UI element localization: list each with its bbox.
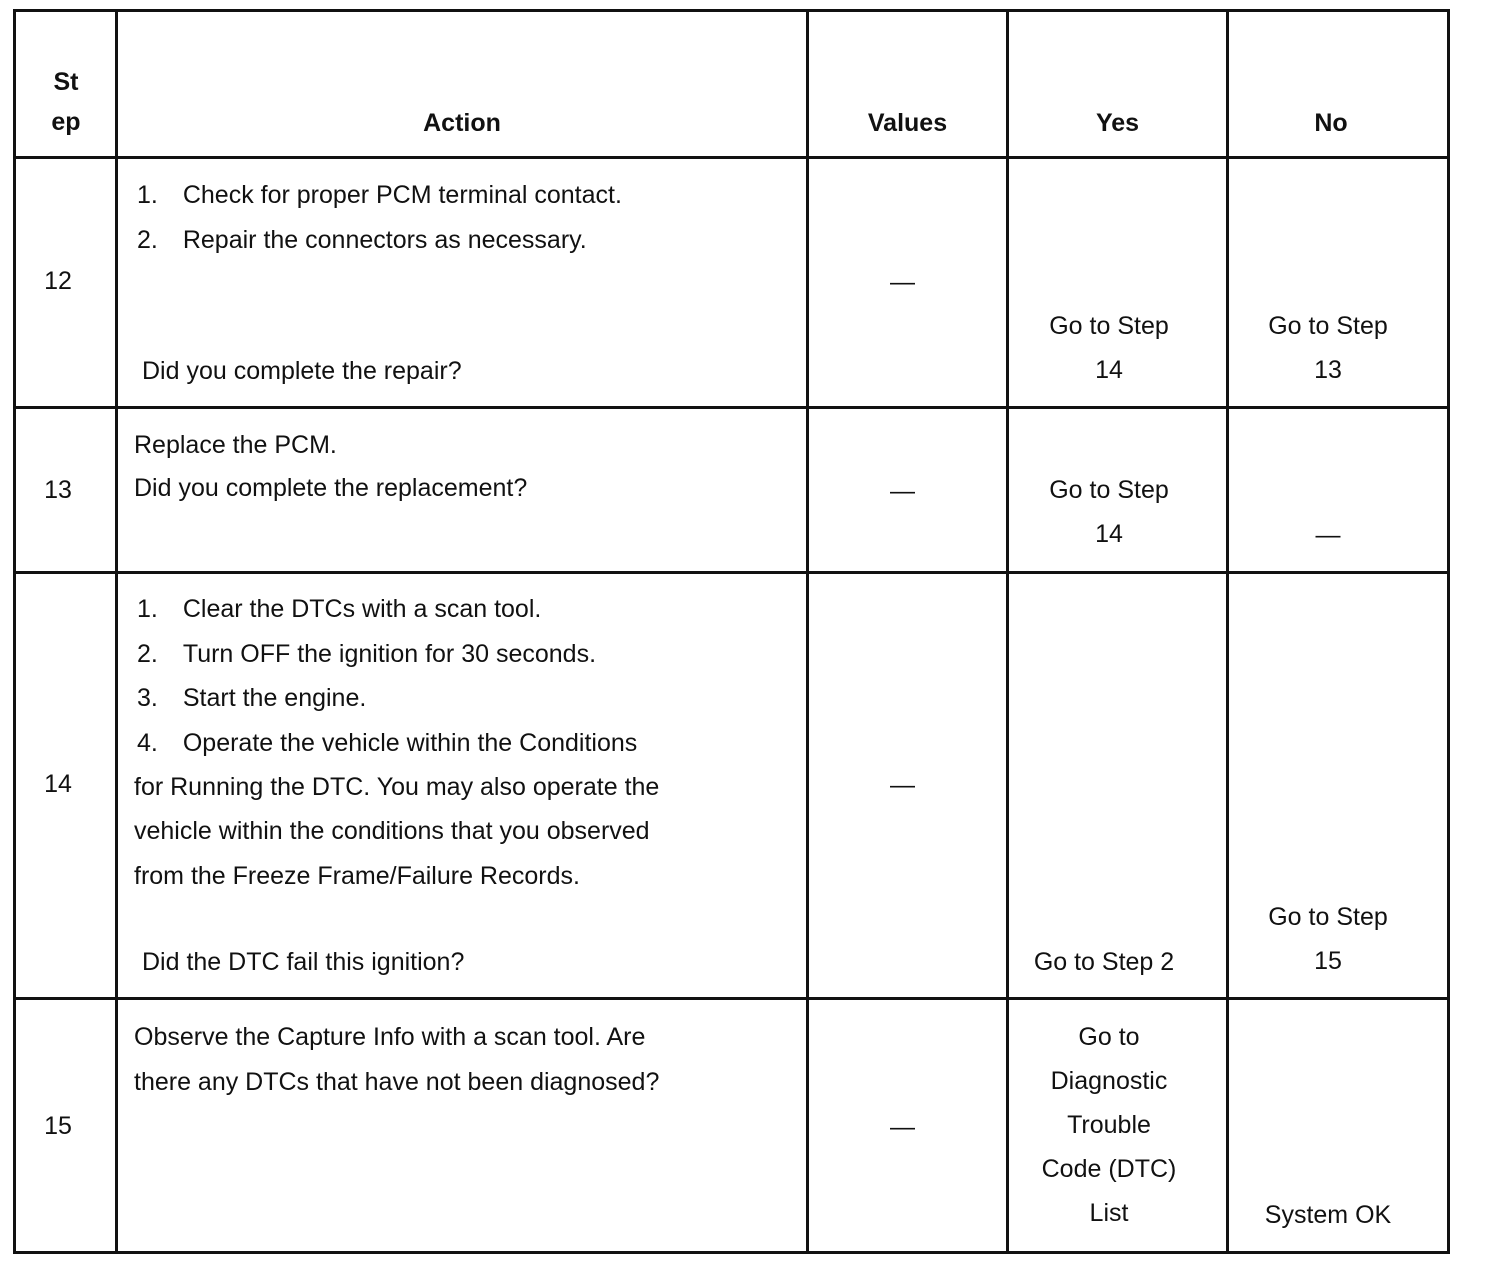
column-divider [1226,9,1229,1254]
step-number: 12 [44,267,72,295]
header-step: St ep [51,68,81,136]
action-line: from the Freeze Frame/Failure Records. [134,862,580,890]
yes-cell: Go to Diagnostic Trouble Code (DTC) List [1041,1023,1177,1227]
step-number: 13 [44,476,72,504]
no-cell: System OK [1264,1201,1392,1229]
action-question: Did the DTC fail this ignition? [142,948,465,976]
values-cell: — [890,1113,915,1141]
action-line: 1. Check for proper PCM terminal contact. [137,181,622,209]
yes-cell: Go to Step 14 [1049,312,1169,384]
no-cell: — [1315,521,1341,549]
step-number: 15 [44,1112,72,1140]
action-line: there any DTCs that have not been diagnosed? [134,1068,660,1096]
header-values: Values [867,109,948,137]
action-line: Did you complete the replacement? [134,474,528,502]
column-divider [806,9,809,1254]
values-cell: — [890,771,915,799]
action-line: 2. Repair the connectors as necessary. [137,226,587,254]
yes-cell: Go to Step 2 [1033,948,1175,976]
action-line: 3. Start the engine. [137,684,367,712]
header-action: Action [423,109,501,137]
row-divider [13,571,1450,574]
action-line: for Running the DTC. You may also operate the [134,773,660,801]
action-line: 4. Operate the vehicle within the Conditions [137,729,638,757]
row-divider [13,156,1450,159]
values-cell: — [890,268,915,296]
yes-cell: Go to Step 14 [1049,476,1169,548]
action-line: Replace the PCM. [134,431,337,459]
step-number: 14 [44,770,72,798]
row-divider [13,997,1450,1000]
column-divider [115,9,118,1254]
row-divider [13,406,1450,409]
header-no: No [1314,109,1348,137]
action-line: 1. Clear the DTCs with a scan tool. [137,595,542,623]
action-line: vehicle within the conditions that you observed [134,817,650,845]
no-cell: Go to Step 15 [1268,903,1388,975]
header-yes: Yes [1095,109,1140,137]
no-cell: Go to Step 13 [1268,312,1388,384]
action-line: 2. Turn OFF the ignition for 30 seconds. [137,640,597,668]
values-cell: — [890,477,915,505]
action-line: Observe the Capture Info with a scan tool. Are [134,1023,646,1051]
action-question: Did you complete the repair? [142,357,462,385]
